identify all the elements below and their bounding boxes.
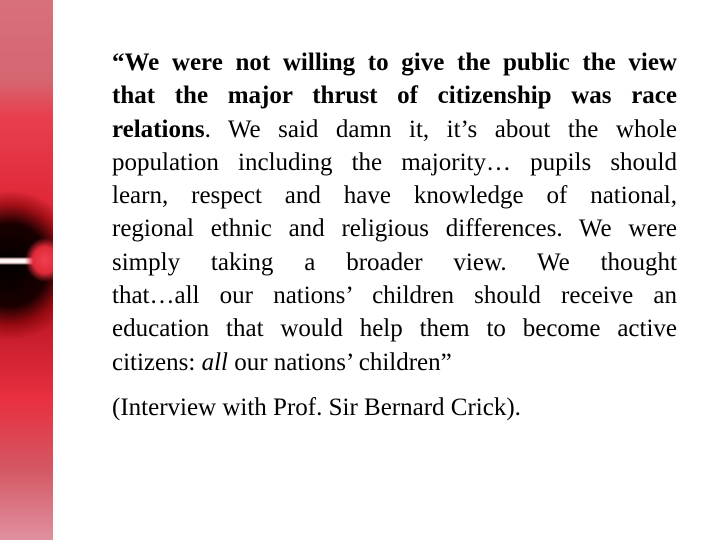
quote-line bbox=[112, 146, 677, 179]
quote-line bbox=[112, 179, 677, 212]
quote-block bbox=[112, 46, 677, 424]
quote-line bbox=[112, 246, 677, 279]
text: . We said damn it, it’s about the whole bbox=[204, 115, 677, 143]
quote-line bbox=[112, 346, 677, 379]
bold-text: “We were not willing to give the public the view bbox=[112, 49, 677, 76]
italic-text: all bbox=[201, 348, 228, 376]
quote-line bbox=[112, 279, 677, 312]
citation: (Interview with Prof. Sir Bernard Crick). bbox=[112, 393, 521, 421]
text: citizens: bbox=[112, 348, 202, 376]
text: regional ethnic and religious differences. We were bbox=[112, 215, 677, 243]
quote-line bbox=[112, 113, 677, 146]
text: simply taking a broader view. We thought bbox=[112, 248, 677, 276]
text: education that would help them to become active bbox=[112, 315, 677, 343]
bold-text: relations bbox=[112, 115, 205, 143]
text: our nations’ children” bbox=[227, 348, 452, 376]
text: learn, respect and have knowledge of national, bbox=[112, 182, 677, 210]
decorative-side-image bbox=[0, 0, 53, 540]
text: that…all our nations’ children should receive an bbox=[112, 282, 677, 310]
quote-line bbox=[112, 79, 677, 112]
quote-line bbox=[112, 46, 677, 79]
quote-line bbox=[112, 212, 677, 245]
bold-text: that the major thrust of citizenship was race bbox=[112, 82, 677, 110]
text: population including the majority… pupils should bbox=[112, 148, 677, 176]
quote-line bbox=[112, 312, 677, 345]
